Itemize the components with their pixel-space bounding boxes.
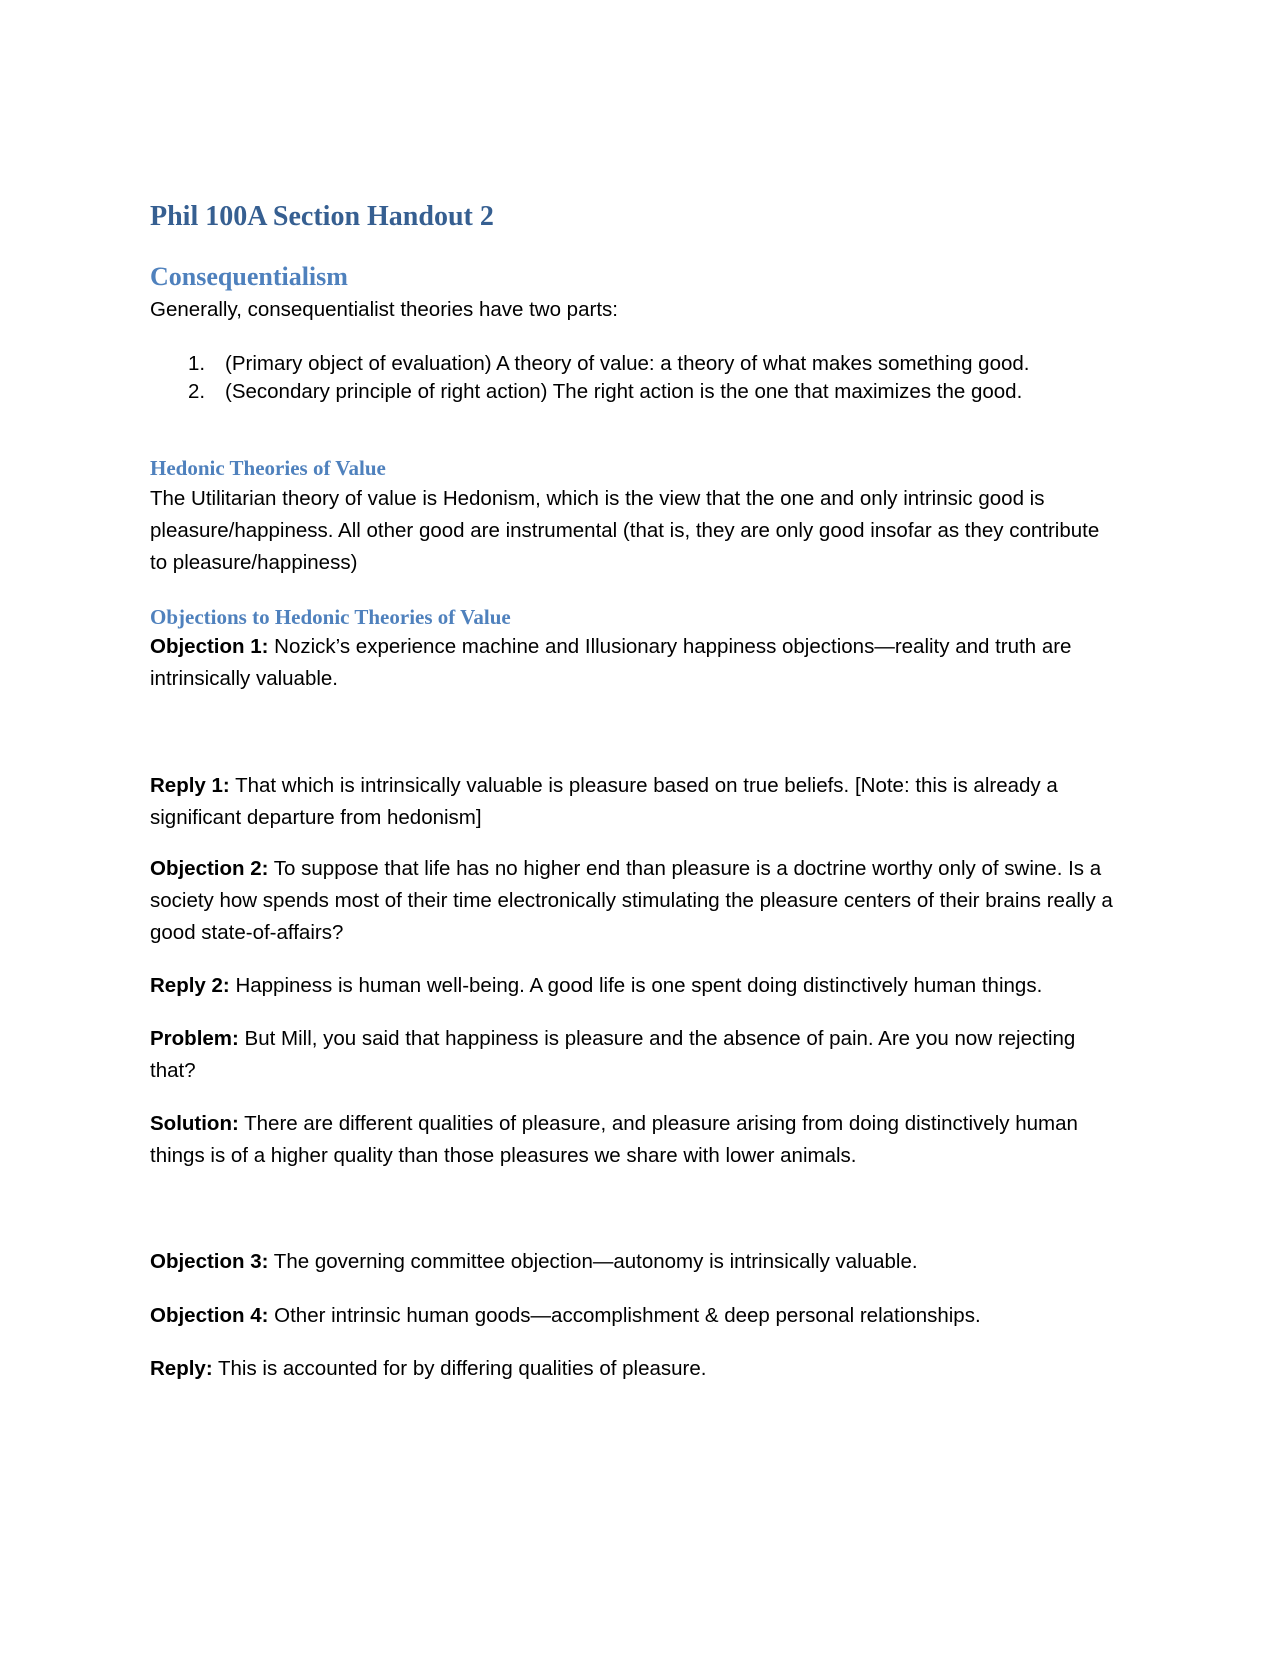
objection-3-text: The governing committee objection—autonomy is intrinsically valuable. bbox=[268, 1250, 918, 1273]
solution-label: Solution: bbox=[150, 1112, 239, 1135]
objection-3-paragraph bbox=[150, 1246, 1120, 1278]
objection-4-label: Objection 4: bbox=[150, 1304, 269, 1327]
solution-paragraph bbox=[150, 1108, 1120, 1172]
reply-1-text: That which is intrinsically valuable is pleasure based on true beliefs. [Note: this is already a significant departure from hedonism] bbox=[150, 774, 1058, 829]
objection-2-label: Objection 2: bbox=[150, 857, 269, 880]
list-text: (Primary object of evaluation) A theory of value: a theory of what makes something good. bbox=[225, 352, 1030, 375]
list-number: 1. bbox=[188, 352, 206, 375]
list-text: (Secondary principle of right action) The right action is the one that maximizes the good. bbox=[225, 380, 1023, 403]
reply-2-paragraph bbox=[150, 970, 1120, 1002]
reply-label: Reply: bbox=[150, 1357, 213, 1380]
page-title: Phil 100A Section Handout 2 bbox=[150, 201, 494, 232]
reply-paragraph bbox=[150, 1353, 1120, 1385]
objection-1-label: Objection 1: bbox=[150, 635, 269, 658]
problem-paragraph bbox=[150, 1023, 1120, 1087]
objection-2-paragraph bbox=[150, 853, 1120, 949]
objection-4-paragraph bbox=[150, 1300, 1120, 1332]
problem-text: But Mill, you said that happiness is pleasure and the absence of pain. Are you now rejecting that? bbox=[150, 1027, 1076, 1082]
reply-2-label: Reply 2: bbox=[150, 974, 230, 997]
objection-4-text: Other intrinsic human goods—accomplishment & deep personal relationships. bbox=[268, 1304, 981, 1327]
reply-2-text: Happiness is human well-being. A good life is one spent doing distinctively human things. bbox=[229, 974, 1043, 997]
objection-1-text: Nozick’s experience machine and Illusionary happiness objections—reality and truth are intrinsically valuable. bbox=[150, 635, 1072, 690]
objection-3-label: Objection 3: bbox=[150, 1250, 269, 1273]
reply-1-label: Reply 1: bbox=[150, 774, 230, 797]
hedonic-heading: Hedonic Theories of Value bbox=[150, 456, 386, 480]
theory-parts-list bbox=[150, 350, 1120, 406]
consequentialism-heading: Consequentialism bbox=[150, 262, 348, 291]
objection-2-text: To suppose that life has no higher end than pleasure is a doctrine worthy only of swine. Is a society how spends most of their time electronically stimulating the pleasure centers of their brains really a good state-of-affairs? bbox=[150, 857, 1113, 944]
objection-1-paragraph bbox=[150, 631, 1120, 695]
problem-label: Problem: bbox=[150, 1027, 239, 1050]
reply-text: This is accounted for by differing qualities of pleasure. bbox=[212, 1357, 707, 1380]
hedonic-paragraph: The Utilitarian theory of value is Hedonism, which is the view that the one and only intrinsic good is pleasure/happiness. All other good are instrumental (that is, they are only good insofar as they contribute to pleasure/happiness) bbox=[150, 487, 1100, 574]
objections-heading: Objections to Hedonic Theories of Value bbox=[150, 605, 511, 629]
list-item bbox=[150, 350, 1120, 378]
solution-text: There are different qualities of pleasure, and pleasure arising from doing distinctively human things is of a higher quality than those pleasures we share with lower animals. bbox=[150, 1112, 1078, 1167]
list-number: 2. bbox=[188, 380, 206, 403]
list-item bbox=[150, 378, 1120, 406]
reply-1-paragraph bbox=[150, 770, 1120, 834]
consequentialism-intro: Generally, consequentialist theories have two parts: bbox=[150, 298, 618, 321]
